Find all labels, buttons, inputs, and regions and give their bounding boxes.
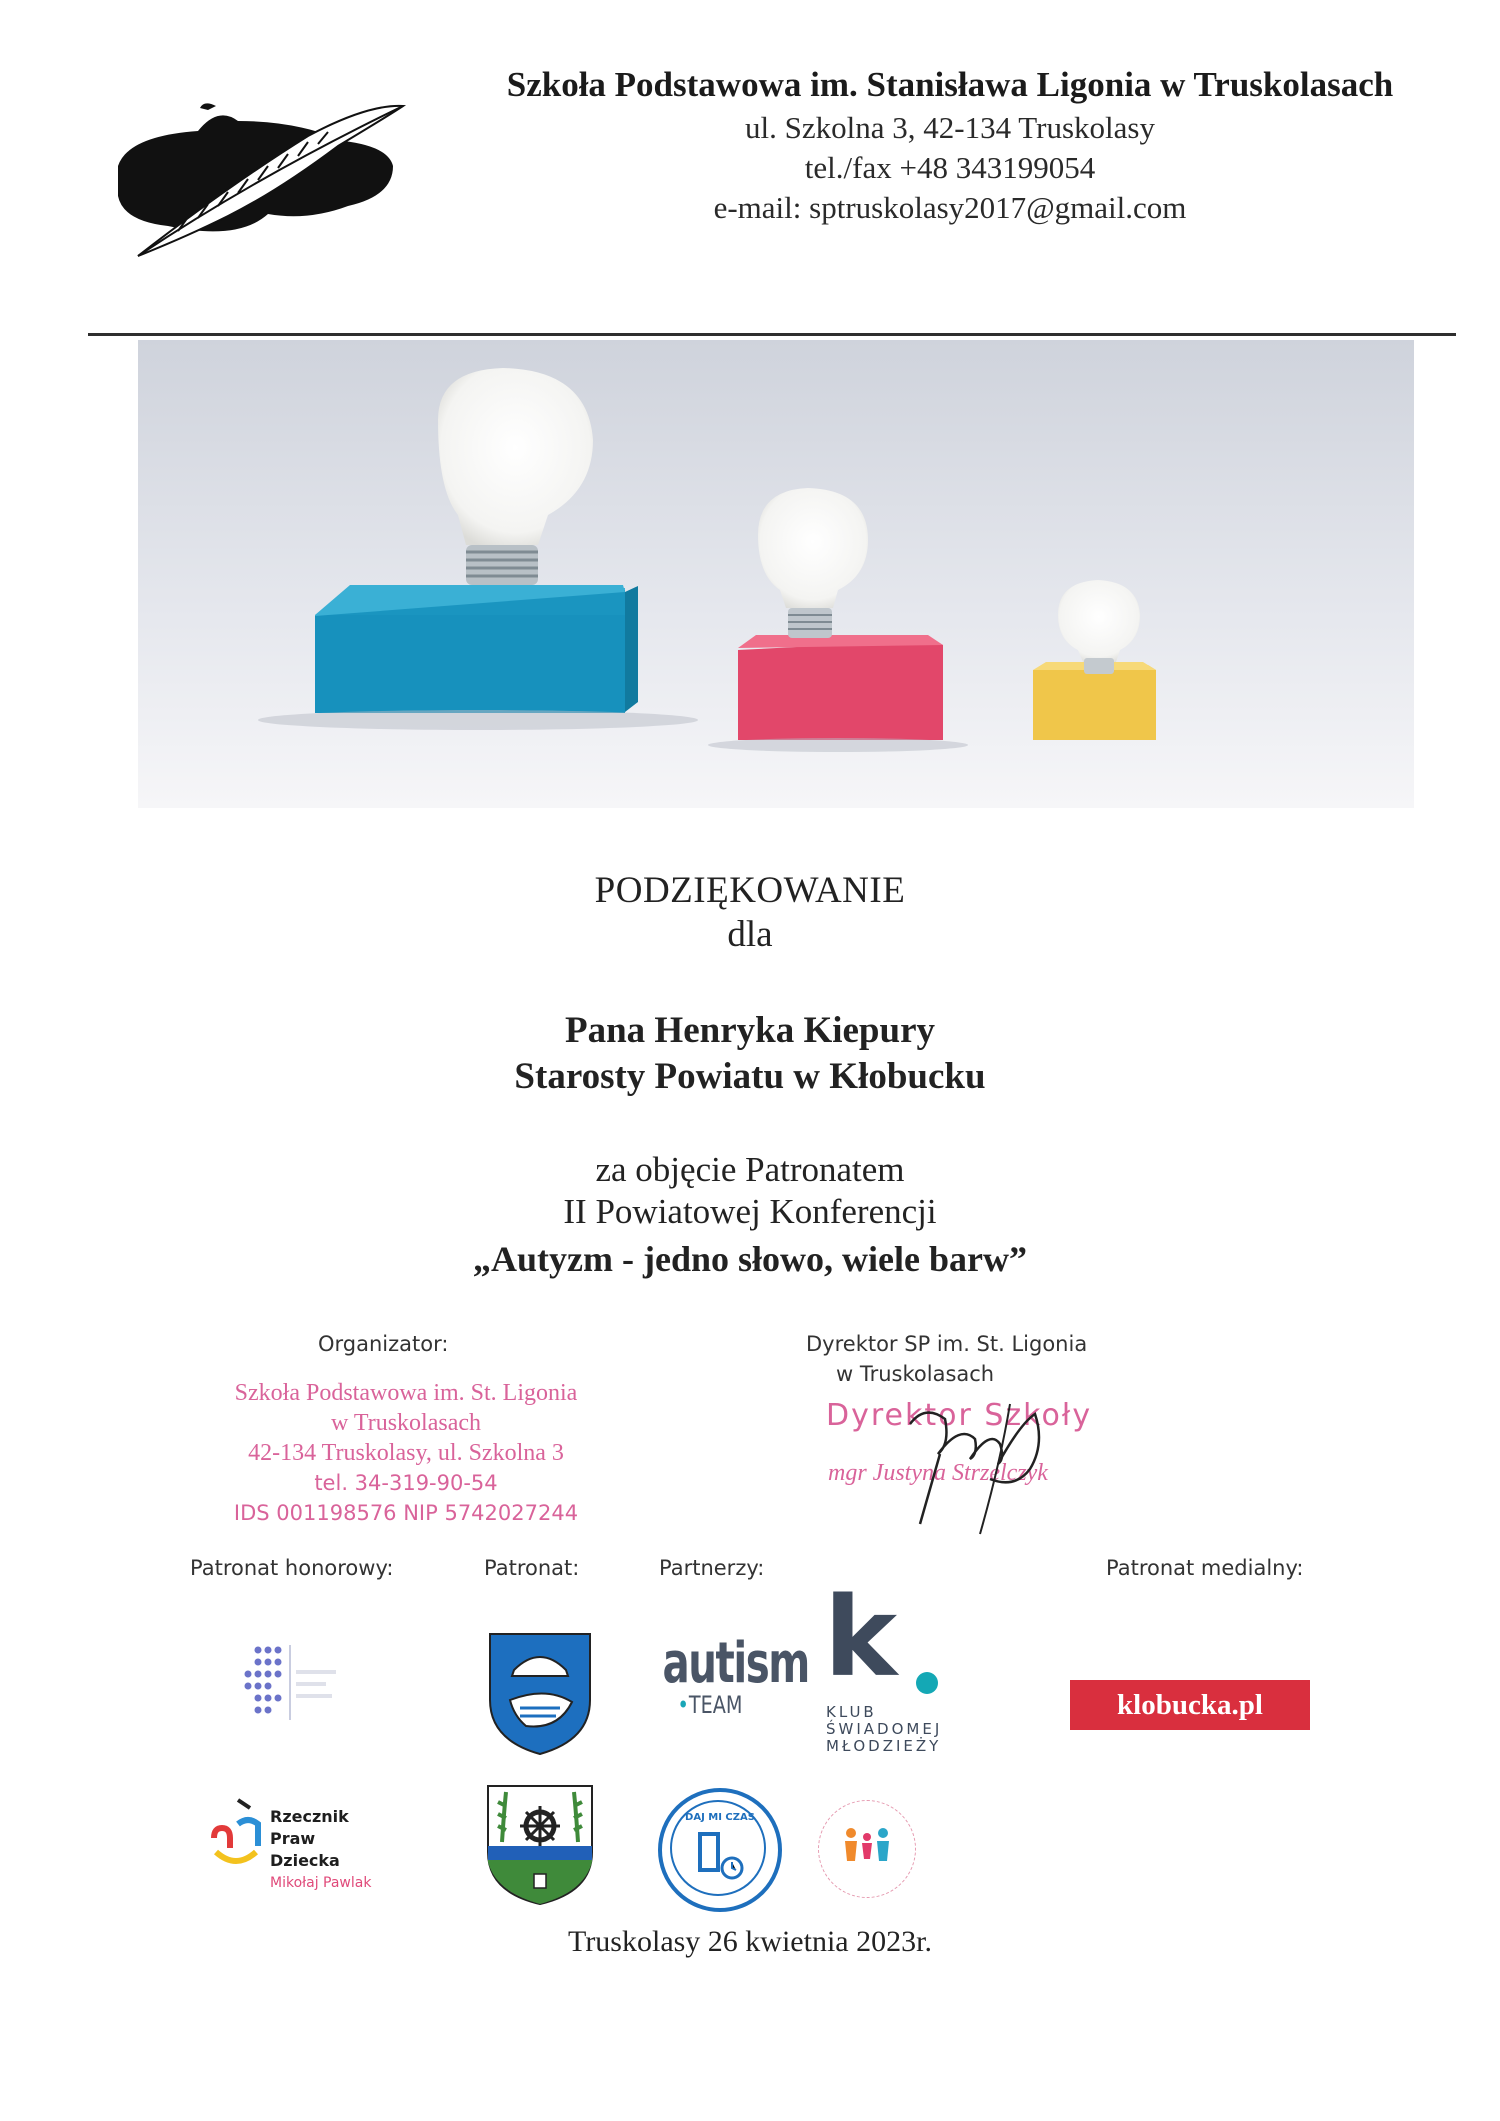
recipient-position: Starosty Powiatu w Kłobucku: [514, 1056, 986, 1097]
family-figures-icon: [841, 1823, 893, 1875]
rzecznik-symbol-icon: [208, 1794, 264, 1870]
banner-light-bulbs-image: [138, 340, 1414, 808]
director-stamp-title: Dyrektor Szkoły: [826, 1398, 1093, 1433]
rzecznik-praw-dziecka-logo: [208, 1784, 388, 1891]
school-name: Szkoła Podstawowa im. Stanisława Ligonia w Truskolasach: [506, 65, 1394, 104]
autism-team-text: TEAM: [688, 1691, 743, 1719]
rzecznik-line: Rzecznik: [270, 1807, 349, 1826]
director-stamp-name: mgr Justyna Strzelczyk: [828, 1460, 1048, 1486]
media-patronage-label: Patronat medialny:: [1106, 1556, 1304, 1580]
school-logo-beret-quill-icon: [108, 96, 408, 266]
klub-line: ŚWIADOMEJ: [826, 1720, 943, 1738]
klub-swiadomej-mlodziezy-logo: [820, 1573, 970, 1755]
patronage-label: Patronat:: [484, 1556, 580, 1580]
door-and-clock-icon: [692, 1828, 748, 1884]
organizer-stamp-line: 42-134 Truskolasy, ul. Szkolna 3: [248, 1440, 564, 1466]
klobuck-county-coat-of-arms-icon: [486, 1630, 594, 1758]
document-title: PODZIĘKOWANIE: [594, 870, 906, 911]
organizer-stamp-line: w Truskolasach: [330, 1410, 481, 1436]
reason-line-2: II Powiatowej Konferencji: [563, 1192, 937, 1231]
director-label: Dyrektor SP im. St. Ligonia: [806, 1332, 1088, 1356]
autism-team-logo: [644, 1631, 809, 1719]
daj-mi-czas-text: DAJ MI CZAS: [685, 1812, 755, 1823]
organizer-stamp-line: IDS 001198576 NIP 5742027244: [233, 1501, 579, 1525]
autism-word: autism: [662, 1631, 809, 1696]
klub-line: MŁODZIEŻY: [826, 1737, 942, 1755]
director-signature-icon: [850, 1384, 1080, 1544]
honorary-patron-dots-logo-icon: [238, 1640, 378, 1740]
rzecznik-line: Praw Dziecka: [270, 1829, 340, 1870]
school-phone: tel./fax +48 343199054: [804, 150, 1096, 185]
organizer-label: Organizator:: [318, 1332, 449, 1356]
family-support-logo: [818, 1800, 916, 1898]
letterhead: [420, 62, 1480, 228]
school-email: e-mail: sptruskolasy2017@gmail.com: [713, 190, 1187, 225]
municipality-coat-of-arms-icon: [484, 1782, 596, 1908]
document-date: Truskolasy 26 kwietnia 2023r.: [568, 1925, 932, 1958]
klub-line: KLUB: [826, 1703, 877, 1721]
klub-dot-icon: [916, 1672, 938, 1694]
header-divider: [88, 333, 1456, 336]
partners-label: Partnerzy:: [659, 1556, 765, 1580]
organizer-stamp-line: tel. 34-319-90-54: [314, 1471, 498, 1495]
klub-k-letter-icon: k: [824, 1573, 898, 1701]
recipient-name: Pana Henryka Kiepury: [564, 1010, 936, 1051]
reason-line-1: za objęcie Patronatem: [595, 1150, 905, 1189]
honorary-patronage-label: Patronat honorowy:: [190, 1556, 394, 1580]
organizer-stamp: [196, 1378, 616, 1528]
organizer-stamp-line: Szkoła Podstawowa im. St. Ligonia: [234, 1380, 578, 1406]
daj-mi-czas-logo: [658, 1788, 782, 1912]
title-for: dla: [727, 914, 773, 955]
autism-team-word: •TEAM: [677, 1691, 743, 1719]
director-label-place: w Truskolasach: [836, 1362, 995, 1386]
conference-title: „Autyzm - jedno słowo, wiele barw”: [473, 1239, 1027, 1279]
rzecznik-line: Mikołaj Pawlak: [270, 1875, 372, 1891]
klobucka-pl-logo: klobucka.pl: [1070, 1680, 1310, 1730]
school-address: ul. Szkolna 3, 42-134 Truskolasy: [745, 110, 1155, 145]
